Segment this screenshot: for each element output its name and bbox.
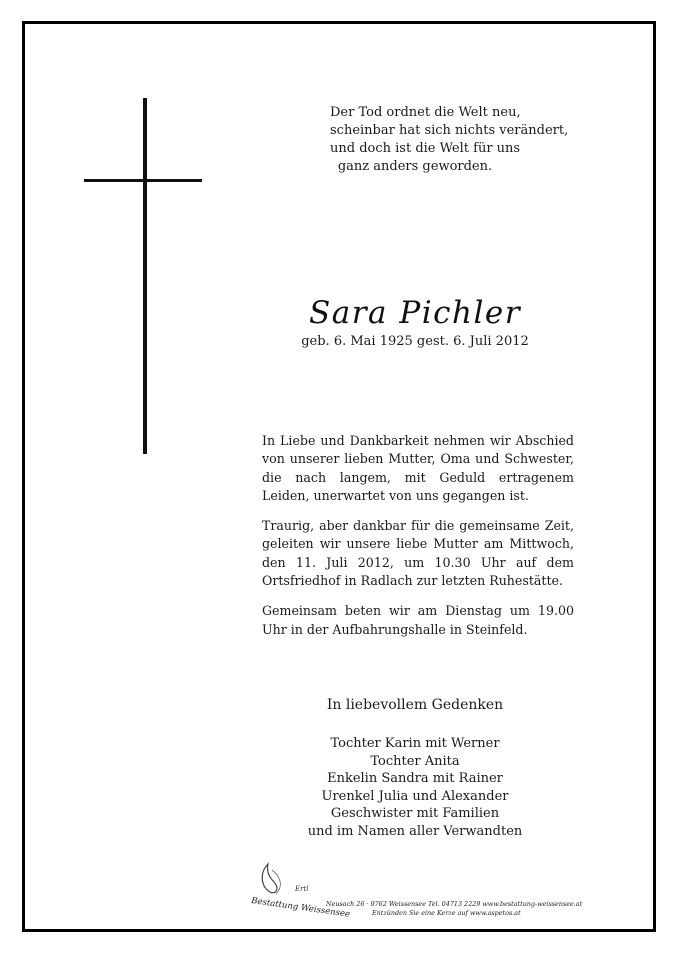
quote-line: scheinbar hat sich nichts verändert, [330, 123, 569, 138]
remembrance-heading: In liebevollem Gedenken [326, 697, 504, 713]
mourner-line: Urenkel Julia und Alexander [321, 788, 509, 804]
cross-vertical-bar [143, 98, 147, 454]
life-dates: geb. 6. Mai 1925 gest. 6. Juli 2012 [301, 334, 529, 349]
mourner-line: und im Namen aller Verwandten [307, 823, 523, 839]
announcement-text [262, 432, 574, 651]
logo-name: Bestattung Weissensee [250, 896, 351, 920]
paragraph: In Liebe und Dankbarkeit nehmen wir Abschied von unserer lieben Mutter, Oma und Schwester, die nach langem, mit Geduld ertragenem Leiden, unerwartet von uns gegangen ist. [262, 433, 574, 503]
mourner-line: Enkelin Sandra mit Rainer [327, 771, 503, 786]
footer-contact: Neusach 26 · 9762 Weissensee Tel. 04713 2229 www.bestattung-weissensee.at [326, 900, 583, 908]
paragraph: Traurig, aber dankbar für die gemeinsame Zeit, geleiten wir unsere liebe Mutter am Mittwoch, den 11. Juli 2012, um 10.30 Uhr auf dem Ortsfriedhof in Radlach zur letzten Ruhestätte. [262, 518, 574, 589]
cross-horizontal-bar [84, 179, 202, 182]
mourner-line: Geschwister mit Familien [330, 806, 500, 821]
footer-candle-note: Entzünden Sie eine Kerze auf www.aspetos.at [372, 909, 521, 917]
mourner-line: Tochter Anita [370, 753, 460, 769]
mourner-line: Tochter Karin mit Werner [330, 736, 500, 751]
mourners-list [300, 735, 530, 840]
quote-line: ganz anders geworden. [337, 159, 493, 174]
paragraph: Gemeinsam beten wir am Dienstag um 19.00 Uhr in der Aufbahrungshalle in Steinfeld. [262, 603, 574, 637]
deceased-name: Sara Pichler [308, 295, 522, 331]
quote-line: und doch ist die Welt für uns [330, 141, 521, 156]
quote-line: Der Tod ordnet die Welt neu, [330, 105, 521, 120]
quote [330, 104, 569, 176]
logo-small-text: Ertl [295, 885, 309, 893]
